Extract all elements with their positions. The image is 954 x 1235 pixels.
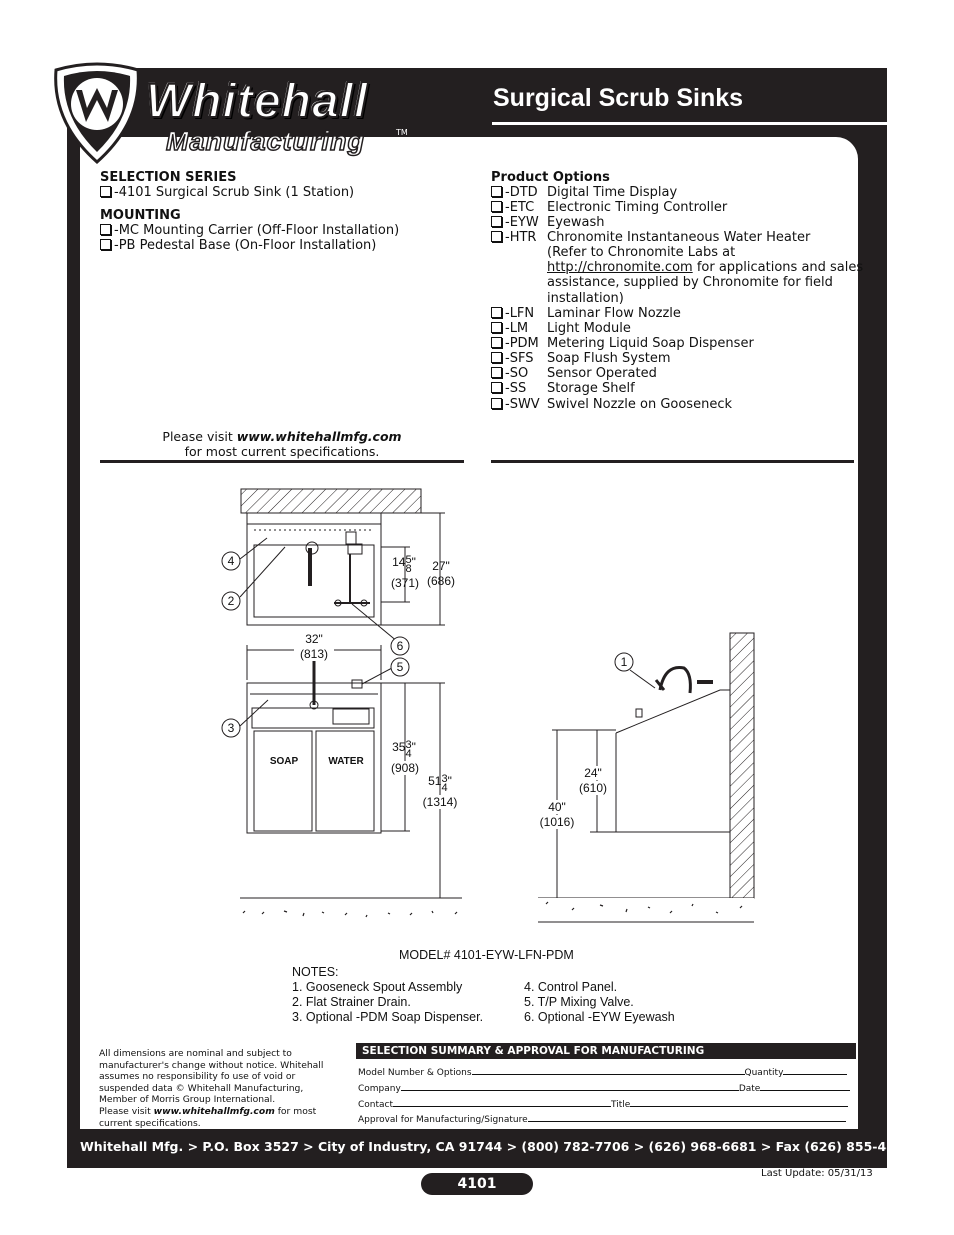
form-row-contact: Contact Title <box>358 1097 848 1110</box>
page-title: Surgical Scrub Sinks <box>493 84 744 112</box>
brand-wordmark: Whitehall <box>146 75 369 128</box>
dim-35-mm: (908) <box>385 761 425 775</box>
option-description: Light Module <box>547 321 631 336</box>
callout-3: 3 <box>227 721 235 735</box>
website-link[interactable]: www.whitehallmfg.com <box>236 429 402 444</box>
option-description: Chronomite Instantaneous Water Heater <box>547 230 811 245</box>
option-code: -LFN <box>491 306 534 321</box>
note-4: 4. Control Panel. <box>524 980 618 994</box>
form-row-model: Model Number & Options Quantity <box>358 1065 847 1078</box>
dim-24: 24" <box>576 766 610 780</box>
mounting-heading: MOUNTING <box>100 208 181 223</box>
callout-4: 4 <box>227 554 235 568</box>
summary-heading: SELECTION SUMMARY & APPROVAL FOR MANUFACTURING <box>356 1043 856 1059</box>
option-code: -LM <box>491 321 528 336</box>
callout-1: 1 <box>620 655 628 669</box>
footer-website-link[interactable]: www.whitehallmfg.com <box>153 1105 275 1117</box>
note-5: 5. T/P Mixing Valve. <box>524 995 634 1009</box>
option-description: Storage Shelf <box>547 381 635 396</box>
panel-soap-label: SOAP <box>269 756 299 767</box>
mounting-option-mc[interactable]: -MC Mounting Carrier (Off-Floor Installation) <box>100 223 399 238</box>
note-3: 3. Optional -PDM Soap Dispenser. <box>292 1010 484 1024</box>
mounting-option-pb[interactable]: -PB Pedestal Base (On-Floor Installation) <box>100 238 376 253</box>
title-field[interactable] <box>630 1097 848 1107</box>
option-description: Swivel Nozzle on Gooseneck <box>547 397 732 412</box>
note-2: 2. Flat Strainer Drain. <box>292 995 411 1009</box>
product-options-heading: Product Options <box>491 170 610 185</box>
option-code: -SS <box>491 381 526 396</box>
dim-32: 32" <box>296 632 332 646</box>
visit-note: Please visit www.whitehallmfg.com <box>162 429 402 444</box>
htr-note-2: http://chronomite.com for applications and sales <box>547 260 864 275</box>
disclaimer: All dimensions are nominal and subject to manufacturer's change without notice. Whitehall assumes no responsibility fo use of void or suspended data © Whitehall Manufacturing, Member of Morris Group International. Please visit www.whitehallmfg.com for most current specifications. <box>99 1048 324 1129</box>
callout-6: 6 <box>396 639 404 653</box>
form-row-approval: Approval for Manufacturing/Signature <box>358 1112 846 1125</box>
company-field[interactable] <box>401 1081 739 1091</box>
option-code: -PDM <box>491 336 539 351</box>
page-number: 4101 <box>421 1173 533 1195</box>
front-view-lower <box>240 645 462 898</box>
note-6: 6. Optional -EYW Eyewash <box>524 1010 675 1024</box>
dim-24-mm: (610) <box>574 781 612 795</box>
trademark: TM <box>396 128 408 137</box>
dim-14-mm: (371) <box>390 576 419 590</box>
footer-address: Whitehall Mfg. > P.O. Box 3527 > City of Industry, CA 91744 > (800) 782-7706 > (626) 968-6681 > Fax (626) 855-4862 <box>80 1139 913 1154</box>
option-description: Soap Flush System <box>547 351 671 366</box>
htr-note-1: (Refer to Chronomite Labs at <box>547 245 736 260</box>
option-description: Eyewash <box>547 215 605 230</box>
option-description: Metering Liquid Soap Dispenser <box>547 336 754 351</box>
option-code: -DTD <box>491 185 538 200</box>
callout-5: 5 <box>396 660 404 674</box>
note-1: 1. Gooseneck Spout Assembly <box>292 980 463 994</box>
signature-field[interactable] <box>528 1112 846 1122</box>
option-code: -HTR <box>491 230 536 245</box>
callout-2: 2 <box>227 594 235 608</box>
chronomite-link[interactable]: http://chronomite.com <box>547 260 693 275</box>
form-row-company: Company Date <box>358 1081 850 1094</box>
dim-51-3-4: 513 4" <box>428 773 452 794</box>
dim-40-mm: (1016) <box>535 815 579 829</box>
selection-series-heading: SELECTION SERIES <box>100 170 237 185</box>
series-option[interactable]: -4101 Surgical Scrub Sink (1 Station) <box>100 185 354 200</box>
dim-51-mm: (1314) <box>418 795 462 809</box>
option-code: -ETC <box>491 200 534 215</box>
dim-14-5-8: 145 8" <box>392 554 416 575</box>
option-description: Sensor Operated <box>547 366 657 381</box>
option-code: -EYW <box>491 215 539 230</box>
quantity-field[interactable] <box>783 1065 847 1075</box>
dim-27: 27" <box>432 559 450 573</box>
htr-note-3: assistance, supplied by Chronomite for field <box>547 275 833 290</box>
panel-water-label: WATER <box>328 756 364 767</box>
last-update: Last Update: 05/31/13 <box>761 1168 873 1179</box>
date-field[interactable] <box>760 1081 850 1091</box>
dim-40: 40" <box>540 800 574 814</box>
contact-field[interactable] <box>393 1097 611 1107</box>
option-description: Electronic Timing Controller <box>547 200 728 215</box>
side-view <box>538 633 754 922</box>
dim-35-3-4: 353 4" <box>392 739 416 760</box>
option-description: Digital Time Display <box>547 185 678 200</box>
htr-note-4: installation) <box>547 291 624 306</box>
option-code: -SO <box>491 366 528 381</box>
option-description: Laminar Flow Nozzle <box>547 306 681 321</box>
option-code: -SFS <box>491 351 533 366</box>
notes-heading: NOTES: <box>292 965 339 979</box>
model-number: MODEL# 4101-EYW-LFN-PDM <box>399 948 574 962</box>
visit-note-line2: for most current specifications. <box>184 444 380 459</box>
option-code: -SWV <box>491 397 540 412</box>
model-options-field[interactable] <box>472 1065 745 1075</box>
dim-27-mm: (686) <box>426 574 455 588</box>
brand-subtitle: Manufacturing <box>166 126 365 156</box>
dim-32-mm: (813) <box>294 647 334 661</box>
